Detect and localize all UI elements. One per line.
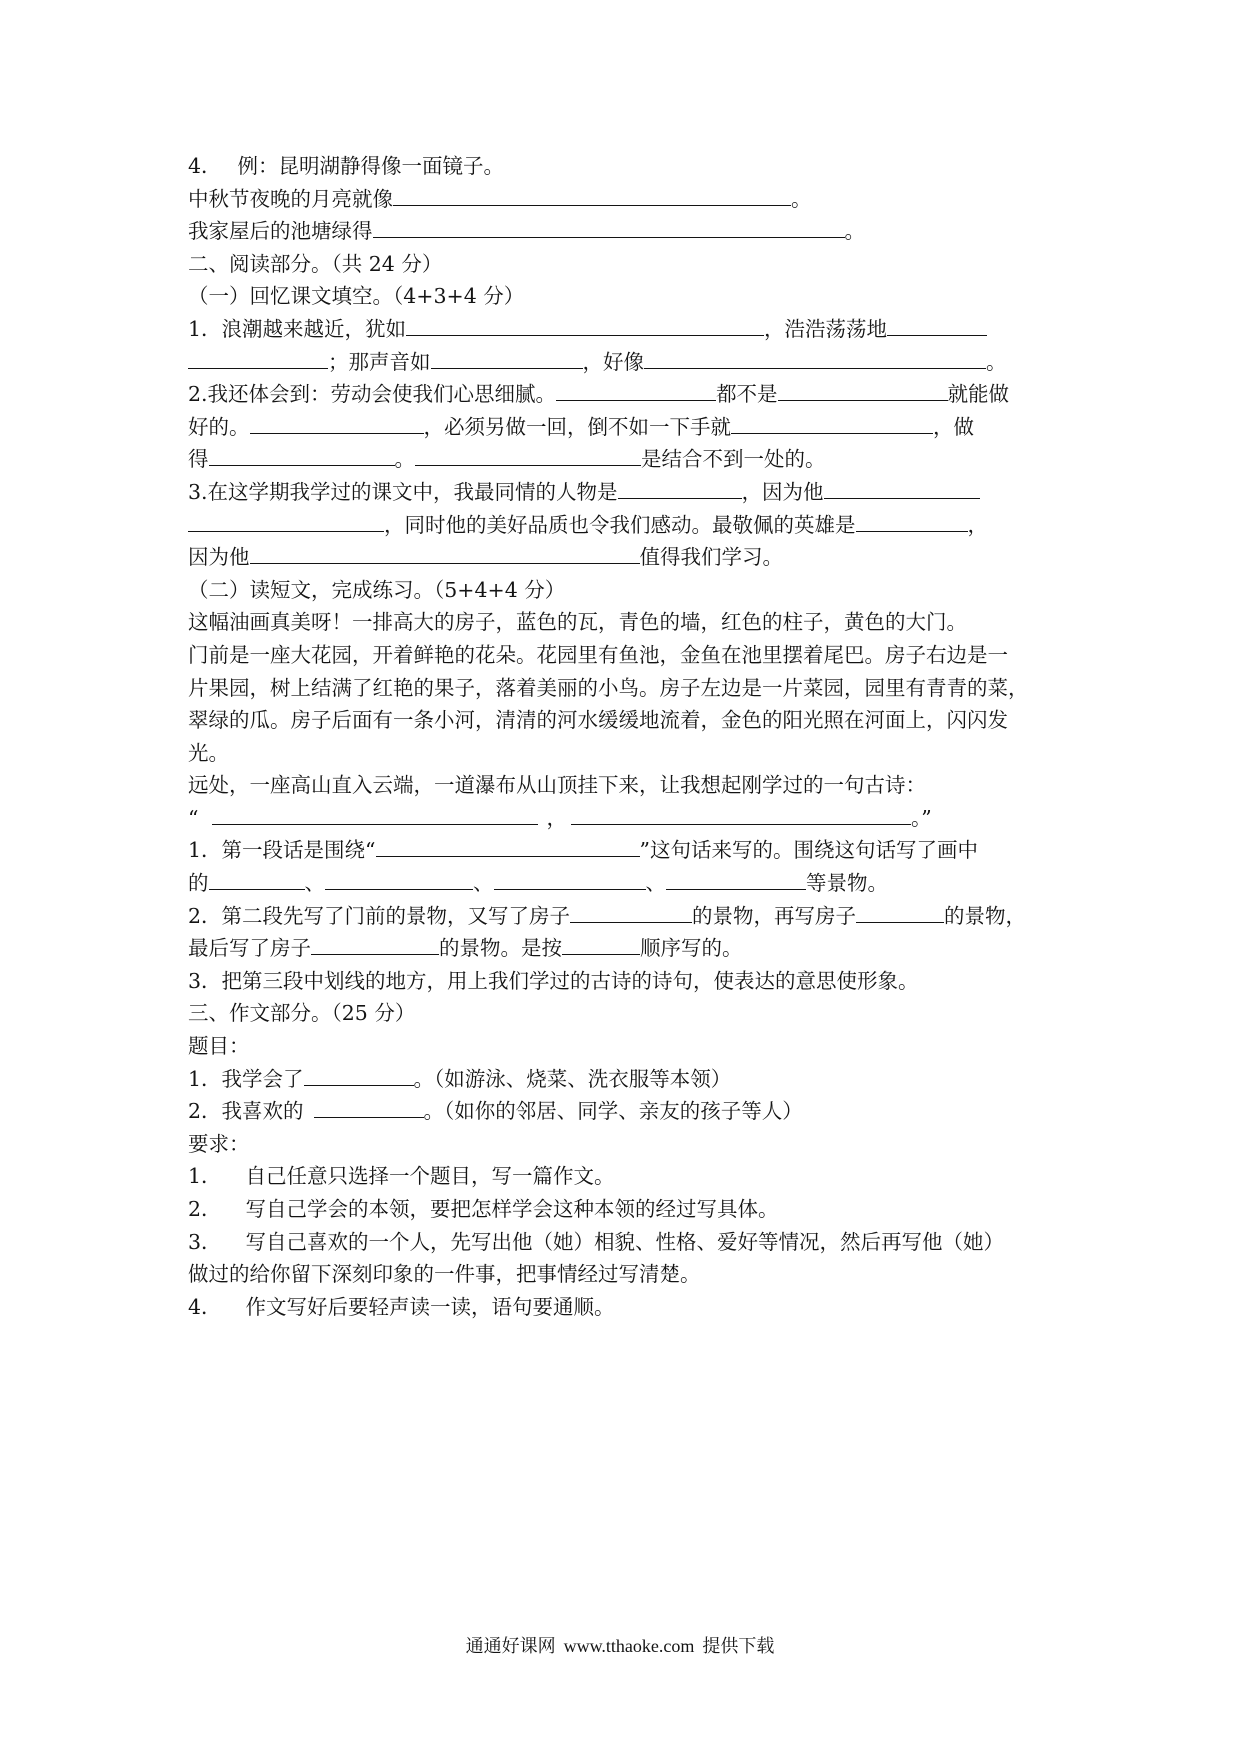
answer-blank[interactable]	[325, 867, 473, 890]
answer-blank[interactable]	[778, 378, 948, 401]
part2-q1-line2	[188, 867, 1058, 900]
passage-line-5: 光。	[188, 740, 229, 765]
reading-part1-heading: （一）回忆课文填空。（4+3+4 分）	[188, 284, 525, 309]
part1-q1-text-e: 。	[986, 349, 1007, 374]
part2-q2-line1	[188, 900, 1058, 933]
req4-text: 作文写好后要轻声读一读，语句要通顺。	[245, 1294, 615, 1319]
part1-q2-text-c: 就能做	[947, 382, 1010, 407]
reading-part2-heading: （二）读短文，完成练习。（5+4+4 分）	[188, 577, 566, 602]
answer-blank[interactable]	[209, 867, 305, 890]
part2-q1-text-e: 、	[473, 871, 494, 896]
passage-line-6: 远处，一座高山直入云端，一道瀑布从山顶挂下来，让我想起刚学过的一句古诗：	[188, 773, 926, 798]
part1-q2-line3	[188, 443, 1058, 476]
poem-mid-comma: ，	[546, 805, 567, 830]
part2-q2-text-c: 的景物，	[944, 903, 1027, 928]
q4-line1-prefix: 中秋节夜晚的月亮就像	[188, 186, 393, 211]
part1-q3-line3	[188, 541, 1058, 574]
part2-q2-text-d: 最后写了房子	[188, 936, 311, 961]
answer-blank[interactable]	[556, 378, 716, 401]
q4-example-line	[188, 150, 1058, 183]
q4-line2-prefix: 我家屋后的池塘绿得	[188, 219, 373, 244]
answer-blank[interactable]	[212, 802, 538, 825]
part1-q1-text-b: ，浩浩荡荡地	[764, 316, 888, 341]
answer-blank[interactable]	[571, 802, 911, 825]
part2-q2-text-e: 的景物。是按	[439, 936, 562, 961]
part1-q1-line1	[188, 313, 1058, 346]
answer-blank[interactable]	[373, 215, 845, 238]
page-footer	[0, 1632, 1240, 1658]
part1-q3-text-f: 值得我们学习。	[639, 545, 783, 570]
answer-blank[interactable]	[856, 900, 944, 923]
topic1-text-a: 1．我学会了	[188, 1066, 304, 1091]
part2-q1-text-b: ”这句话来写的。围绕这句话写了画中	[639, 838, 979, 863]
part2-q2-text-f: 顺序写的。	[640, 936, 743, 961]
footer-suffix: 提供下载	[702, 1636, 775, 1657]
answer-blank[interactable]	[618, 476, 742, 499]
footer-url-link[interactable]: www.tthaoke.com	[563, 1636, 695, 1656]
poem-close-quote: 。”	[910, 805, 932, 830]
req4-num: 4．	[188, 1294, 222, 1319]
answer-blank[interactable]	[376, 834, 640, 857]
passage-line-4: 翠绿的瓜。房子后面有一条小河，清清的河水缓缓地流着，金色的阳光照在河面上，闪闪发	[188, 708, 1008, 733]
answer-blank[interactable]	[644, 346, 986, 369]
part1-q2-line2	[188, 411, 1058, 444]
answer-blank[interactable]	[494, 867, 646, 890]
answer-blank[interactable]	[311, 932, 439, 955]
req2-text: 写自己学会的本领，要把怎样学会这种本领的经过写具体。	[245, 1197, 779, 1221]
answer-blank[interactable]	[188, 346, 328, 369]
requirements-label: 要求：	[188, 1131, 250, 1156]
poem-blank-line	[188, 802, 1058, 835]
req3-text: 写自己喜欢的一个人，先写出他（她）相貌、性格、爱好等情况，然后再写他（她）	[245, 1229, 1005, 1254]
req2-num: 2．	[188, 1197, 222, 1221]
requirement-1	[188, 1160, 1058, 1193]
part2-q1-text-d: 、	[304, 871, 325, 896]
part1-q2-text-a: 2.我还体会到：劳动会使我们心思细腻。	[188, 382, 557, 407]
q4-example: 例：昆明湖静得像一面镜子。	[237, 154, 505, 178]
part2-q2-line2	[188, 932, 1058, 965]
part1-q3-text-e: 因为他	[188, 545, 250, 570]
q4-line-2	[188, 215, 1058, 248]
part2-q1-text-f: 、	[645, 871, 666, 896]
part1-q2-text-d: 好的。	[188, 414, 250, 439]
part2-q2-text-a: 2．第二段先写了门前的景物，又写了房子	[188, 903, 571, 928]
part1-q1-text-c: ；那声音如	[328, 349, 431, 374]
topic-2-line	[188, 1095, 1058, 1128]
answer-blank[interactable]	[431, 346, 583, 369]
topic-label: 题目：	[188, 1034, 250, 1059]
topic2-text-b: 。（如你的邻居、同学、亲友的孩子等人）	[423, 1099, 803, 1124]
answer-blank[interactable]	[562, 932, 640, 955]
part1-q1-text-d: ，好像	[582, 349, 644, 374]
req3-num: 3．	[188, 1229, 222, 1254]
answer-blank[interactable]	[393, 183, 791, 206]
part2-q1-text-g: 等景物。	[806, 871, 888, 896]
q4-label: 4．	[188, 154, 222, 178]
passage-line-2: 门前是一座大花园，开着鲜艳的花朵。花园里有鱼池，金鱼在池里摆着尾巴。房子右边是一	[188, 642, 1008, 667]
answer-blank[interactable]	[209, 443, 395, 466]
exam-content	[188, 150, 1058, 1323]
q4-line1-end: 。	[791, 186, 812, 211]
answer-blank[interactable]	[250, 411, 424, 434]
answer-blank[interactable]	[250, 541, 640, 564]
part1-q3-text-a: 3.在这学期我学过的课文中，我最同情的人物是	[188, 479, 618, 504]
part1-q2-line1	[188, 378, 1058, 411]
q4-line2-end: 。	[844, 219, 865, 244]
topic1-text-b: 。（如游泳、烧菜、洗衣服等本领）	[413, 1066, 732, 1091]
answer-blank[interactable]	[666, 867, 806, 890]
part1-q2-text-b: 都不是	[716, 382, 778, 407]
q4-line-1	[188, 183, 1058, 216]
part2-q1-line1	[188, 834, 1058, 867]
part1-q1-line2	[188, 346, 1058, 379]
part1-q2-text-i: 是结合不到一处的。	[641, 447, 826, 472]
reading-heading: 二、阅读部分。（共 24 分）	[188, 251, 443, 276]
part1-q2-text-h: 。	[394, 447, 415, 472]
footer-site-name: 通通好课网	[465, 1636, 556, 1657]
answer-blank[interactable]	[570, 900, 692, 923]
part2-q2-text-b: 的景物，再写房子	[692, 903, 857, 928]
requirement-4	[188, 1291, 1058, 1324]
answer-blank[interactable]	[188, 509, 384, 532]
requirement-2	[188, 1193, 1058, 1226]
part1-q3-text-d: ，	[967, 512, 988, 537]
part1-q2-text-g: 得	[188, 447, 209, 472]
part1-q3-text-c: ，同时他的美好品质也令我们感动。最敬佩的英雄是	[384, 512, 856, 537]
answer-blank[interactable]	[415, 443, 641, 466]
part1-q3-line2	[188, 509, 1058, 542]
part1-q3-text-b: ，因为他	[741, 479, 824, 504]
part2-q1-text-c: 的	[188, 871, 209, 896]
requirement-3	[188, 1226, 1058, 1259]
answer-blank[interactable]	[824, 476, 980, 499]
composition-heading: 三、作文部分。（25 分）	[188, 1001, 416, 1026]
passage-line-3: 片果园，树上结满了红艳的果子，落着美丽的小鸟。房子左边是一片菜园，园里有青青的菜，	[188, 675, 1029, 700]
poem-open-quote: “	[188, 805, 199, 830]
topic2-text-a: 2．我喜欢的	[188, 1099, 304, 1124]
answer-blank[interactable]	[304, 1063, 414, 1086]
passage-line-1: 这幅油画真美呀！一排高大的房子，蓝色的瓦，青色的墙，红色的柱子，黄色的大门。	[188, 610, 967, 635]
part1-q3-line1	[188, 476, 1058, 509]
part1-q1-text-a: 1．浪潮越来越近，犹如	[188, 316, 407, 341]
req1-text: 自己任意只选择一个题目，写一篇作文。	[245, 1164, 615, 1189]
requirement-3-continued: 做过的给你留下深刻印象的一件事，把事情经过写清楚。	[188, 1262, 701, 1287]
part1-q2-text-e: ，必须另做一回，倒不如一下手就	[423, 414, 731, 439]
answer-blank[interactable]	[856, 509, 968, 532]
answer-blank[interactable]	[406, 313, 764, 336]
part1-q2-text-f: ，做	[933, 414, 974, 439]
req1-num: 1．	[188, 1164, 222, 1189]
topic-1-line	[188, 1063, 1058, 1096]
part2-q1-text-a: 1．第一段话是围绕“	[188, 838, 376, 863]
answer-blank[interactable]	[887, 313, 987, 336]
answer-blank[interactable]	[314, 1095, 424, 1118]
part2-q3-line: 3．把第三段中划线的地方，用上我们学过的古诗的诗句，使表达的意思使形象。	[188, 968, 919, 993]
answer-blank[interactable]	[731, 411, 933, 434]
